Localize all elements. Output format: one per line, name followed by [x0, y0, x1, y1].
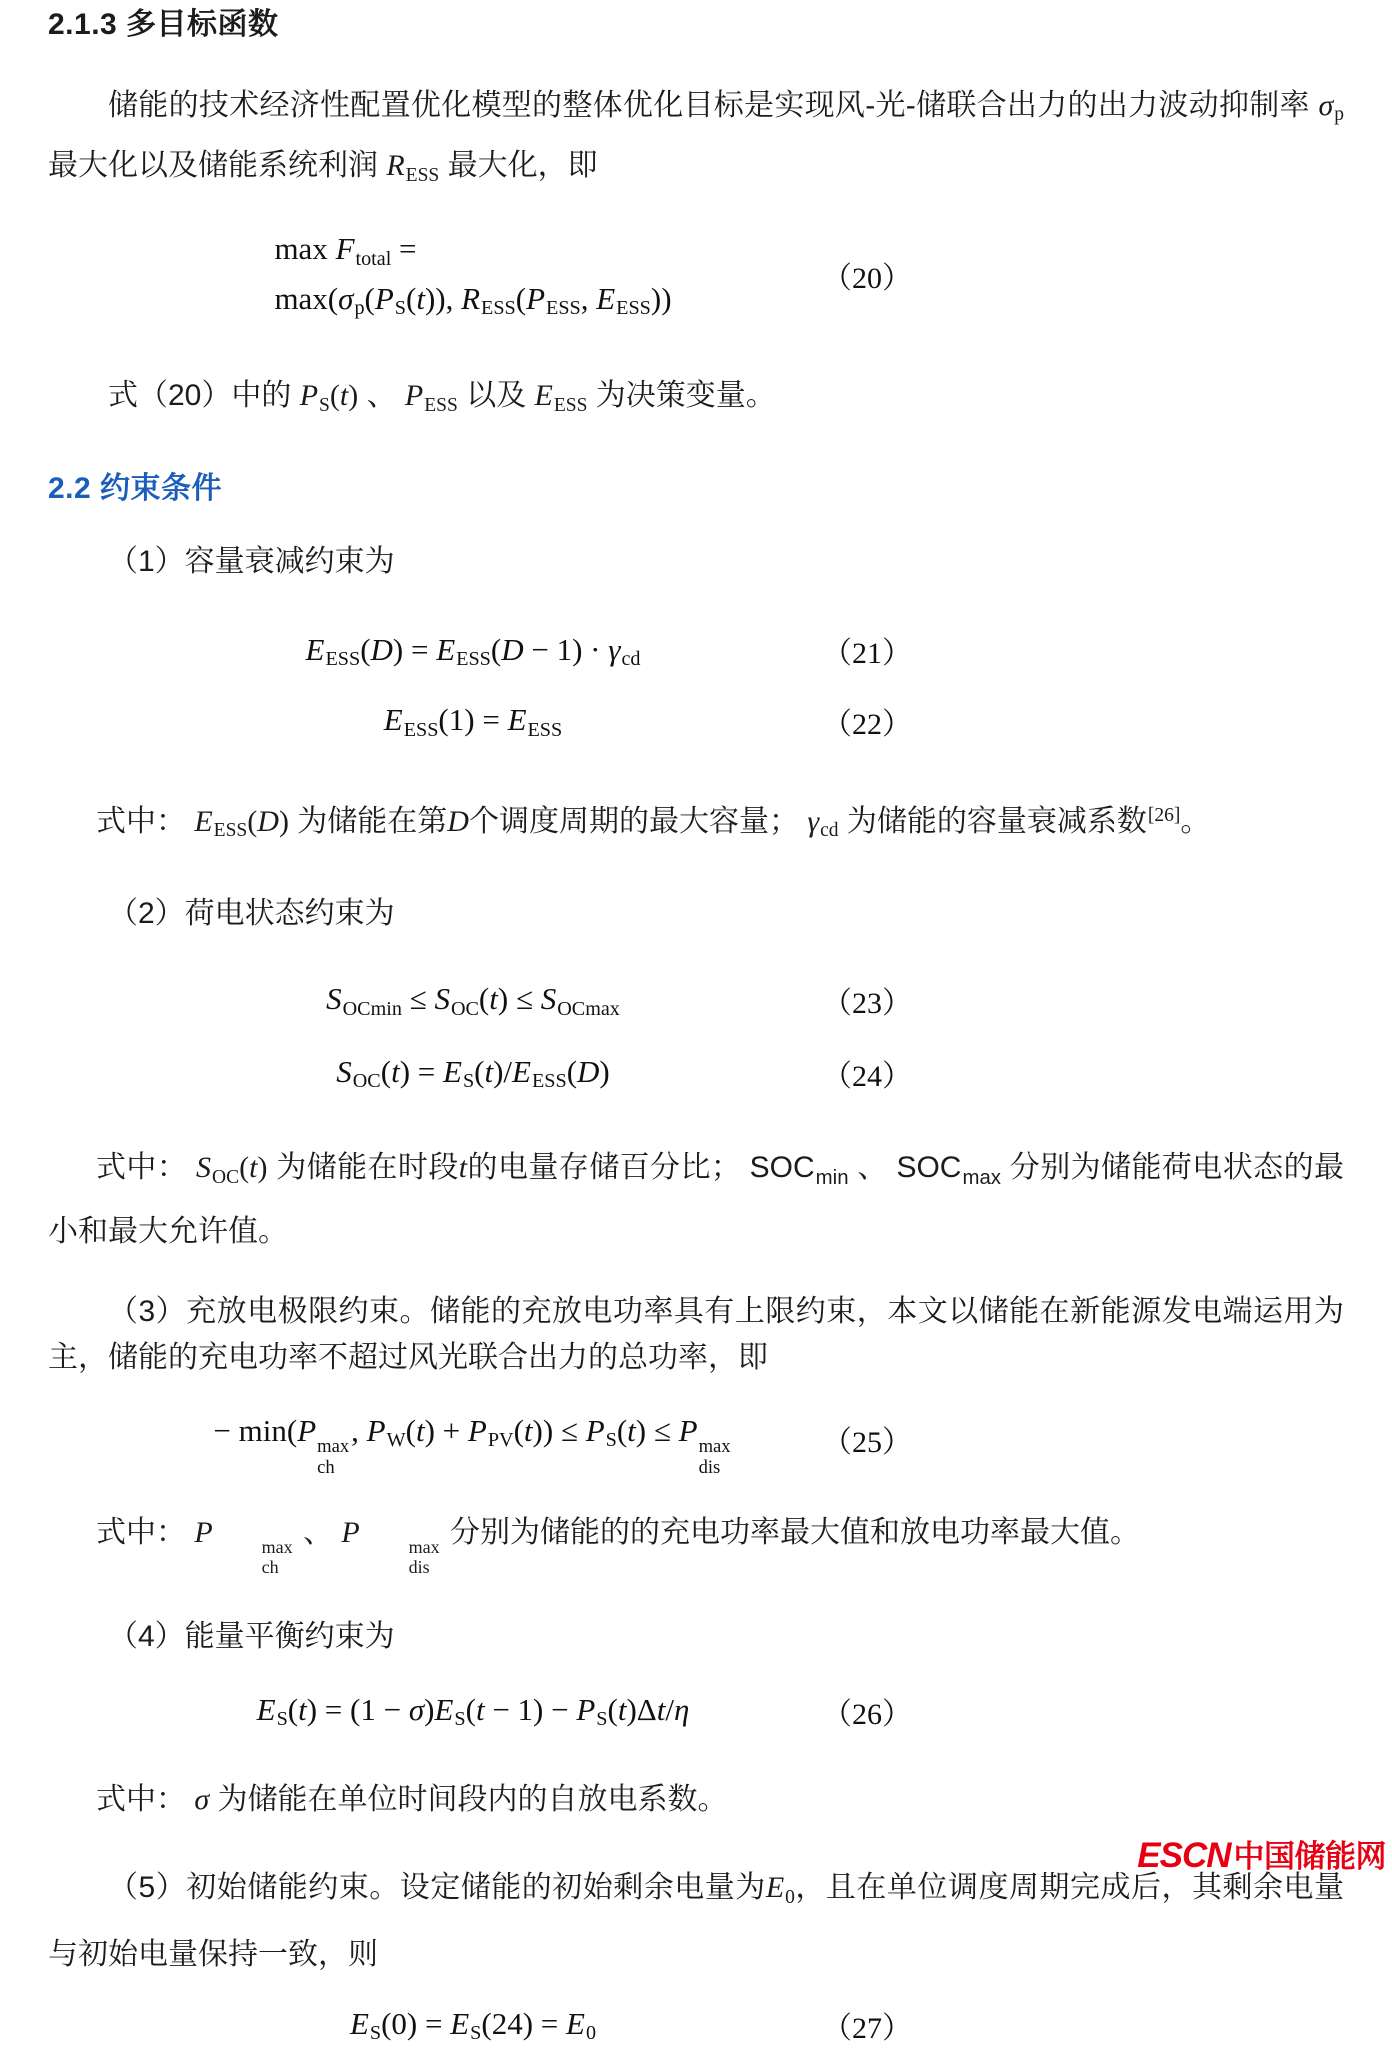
constraint-item-1: （1）容量衰减约束为 — [108, 544, 395, 578]
equation-23-body: SOCmin ≤ SOC(t) ≤ SOCmax — [326, 981, 620, 1020]
equation-23-number: （23） — [822, 986, 912, 1020]
equation-24-body: SOC(t) = ES(t)/EESS(D) — [336, 1053, 610, 1093]
equation-24 — [48, 1050, 1344, 1104]
paragraph-objective: 储能的技术经济性配置优化模型的整体优化目标是实现风-光-储联合出力的出力波动抑制率 σp 最大化以及储能系统利润 RESS 最大化，即 — [48, 89, 1344, 186]
equation-20 — [48, 229, 1344, 328]
equation-27-number: （27） — [822, 2011, 912, 2045]
escn-logo — [1137, 1831, 1386, 1876]
equation-25-body: − min(P max ch , PW(t) + PPV(t)) ≤ PS(t) ≤ P max dis — [213, 1412, 731, 1478]
equation-27 — [48, 2002, 1344, 2055]
equation-22 — [48, 698, 1344, 752]
paragraph-note-3: 式中： P max ch 、 P max dis 分别为储能的的充电功率最大值和放电功率最大值。 — [96, 1515, 1141, 1577]
equation-20-line-1: max Ftotal = — [274, 230, 417, 270]
equation-26 — [48, 1688, 1344, 1742]
equation-20-body — [48, 229, 808, 328]
equation-22-number: （22） — [822, 708, 912, 742]
constraint-item-2: （2）荷电状态约束为 — [108, 897, 395, 931]
equation-20-number: （20） — [822, 261, 912, 295]
paragraph-eq20-note: 式（20）中的 PS(t) 、 PESS 以及 EESS 为决策变量。 — [108, 379, 776, 416]
section-heading-213: 2.1.3 多目标函数 — [48, 8, 279, 41]
equation-21-number: （21） — [822, 637, 912, 671]
equation-21-body: EESS(D) = EESS(D − 1) · γcd — [305, 631, 641, 671]
section-heading-22: 2.2 约束条件 — [48, 471, 223, 505]
equation-22-body: EESS(1) = EESS — [383, 702, 563, 741]
equation-26-body: ES(t) = (1 − σ)ES(t − 1) − PS(t)Δt/η — [256, 1691, 690, 1731]
paragraph-note-4: 式中： σ 为储能在单位时间段内的自放电系数。 — [96, 1783, 728, 1817]
constraint-item-4: （4）能量平衡约束为 — [108, 1619, 395, 1653]
equation-25 — [48, 1409, 1344, 1478]
equation-21 — [48, 628, 1344, 682]
logo-escn-text: ESCN — [1137, 1836, 1231, 1875]
equation-24-number: （24） — [822, 1059, 912, 1093]
equation-20-line-2: max(σp(PS(t)), RESS(PESS, EESS)) — [274, 280, 672, 320]
paragraph-note-2: 式中： SOC(t) 为储能在时段t的电量存储百分比； $SOC_{min}$ 、 $SOC_{max}$ 分别为储能荷电状态的最小和最大允许值。 — [48, 1151, 1344, 1248]
equation-23 — [48, 977, 1344, 1031]
constraint-item-3: （3）充放电极限约束。储能的充放电功率具有上限约束，本文以储能在新能源发电端运用为主，储能的充电功率不超过风光联合出力的总功率，即 — [48, 1294, 1344, 1374]
equation-26-number: （26） — [822, 1697, 912, 1731]
paragraph-note-1: 式中： EESS(D) 为储能在第D个调度周期的最大容量； γcd 为储能的容量衰减系数[26]。 — [96, 804, 1211, 842]
logo-chinese-text: 中国储能网 — [1233, 1839, 1386, 1874]
equation-25-number: （25） — [822, 1426, 912, 1460]
equation-27-body: ES(0) = ES(24) = E0 — [349, 2005, 597, 2045]
constraint-item-5: （5）初始储能约束。设定储能的初始剩余电量为E0，且在单位调度周期完成后，其剩余电量与初始电量保持一致，则 — [48, 1871, 1345, 1971]
